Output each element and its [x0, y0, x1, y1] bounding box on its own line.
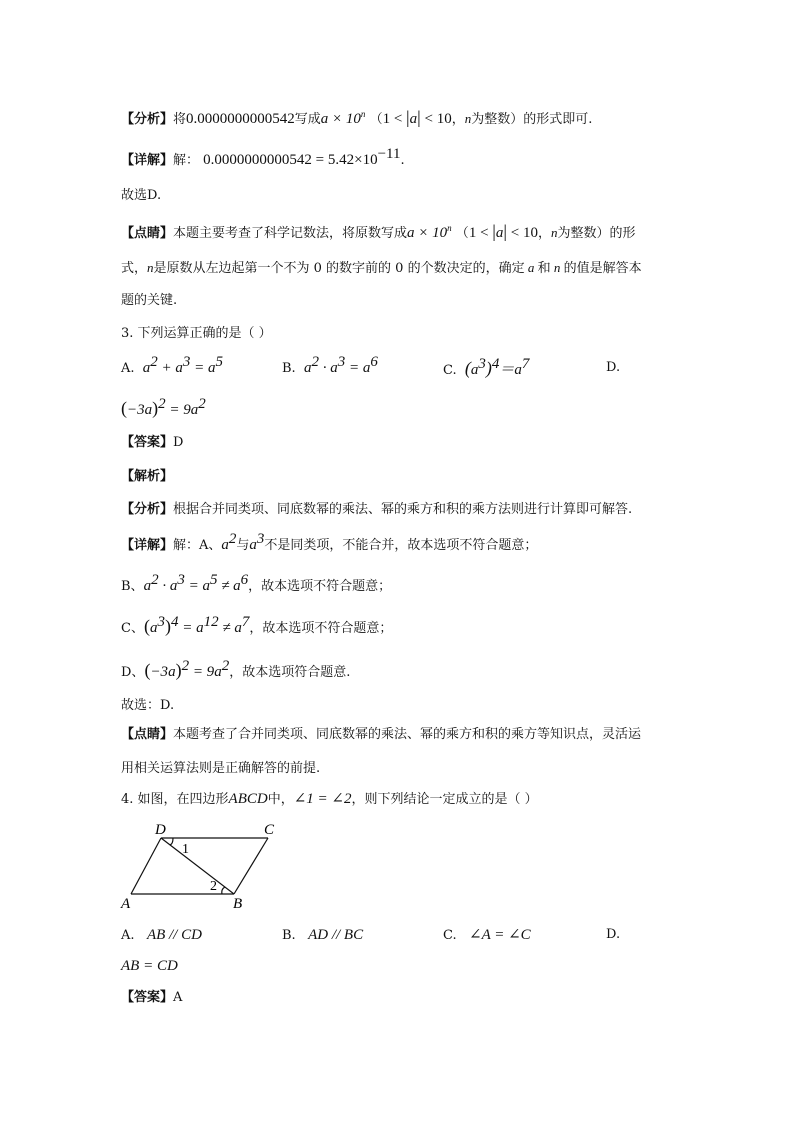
- math: $a^2 \cdot a^3 = a^5 \ne a^6$: [143, 572, 249, 594]
- option-math: AD // BC: [308, 927, 364, 943]
- var-n: n: [147, 260, 154, 275]
- option-label: B.: [282, 928, 296, 943]
- math: $(a^3)^4 = a^{12} \ne a^7$: [143, 614, 250, 636]
- text: 式，: [121, 261, 148, 276]
- option-label: C.: [443, 928, 457, 943]
- q4-stem: [121, 789, 538, 810]
- remark-line-2: [121, 258, 642, 279]
- math: $a^2$: [221, 531, 237, 553]
- q4-option-a[interactable]: [121, 925, 202, 946]
- q3-option-a[interactable]: [121, 354, 224, 379]
- var-n: n: [550, 260, 564, 275]
- text: 为整数）的形: [557, 226, 636, 241]
- text: 本题主要考查了科学记数法，将原数写成: [173, 226, 408, 241]
- math: $(-3a)^2 = 9a^2$: [144, 658, 230, 680]
- option-math: $(-3a)^2 = 9a^2$: [121, 396, 206, 418]
- jiexi-tag: 【解析】: [121, 469, 174, 484]
- edge-ad: [131, 838, 161, 894]
- remark-line-3: 题的关键.: [121, 293, 178, 308]
- abs-condition: 1 < |a| < 10: [468, 221, 538, 241]
- text: ，故本选项不符合题意；: [248, 579, 392, 594]
- q3-detail-a: [121, 531, 538, 556]
- remark-tag: 【点睛】: [121, 226, 174, 241]
- text: （: [369, 112, 383, 127]
- q3-conclusion: 故选：D.: [121, 698, 175, 713]
- text: 4. 如图，在四边形: [121, 792, 229, 807]
- q3-detail-b: [121, 572, 392, 597]
- angle-1-arc: [170, 838, 173, 845]
- option-math: $a^2 \cdot a^3 = a^6$: [303, 354, 378, 376]
- label-angle-2: 2: [210, 879, 217, 894]
- text: 本题考查了合并同类项、同底数幂的乘法、幂的乘方和积的乘方等知识点，灵活运: [173, 727, 642, 742]
- text: ，: [537, 226, 551, 241]
- q3-jiexi: [121, 467, 173, 487]
- option-label: D.: [606, 927, 621, 942]
- angle-2-arc: [222, 887, 225, 894]
- detail-tag: 【详解】: [121, 538, 174, 553]
- text: 是原数从左边起第一个不为 0 的数字前的 0 的个数决定的，确定: [153, 261, 525, 276]
- label-b: B: [233, 896, 243, 910]
- diagonal-db: [161, 838, 234, 894]
- q3-option-c[interactable]: [443, 358, 529, 381]
- text: 为整数）的形式即可.: [471, 112, 593, 127]
- option-label: C.: [443, 363, 457, 378]
- q3-option-d[interactable]: [606, 358, 620, 378]
- q3-detail-d: [121, 660, 350, 683]
- label-d: D: [155, 822, 166, 838]
- exponent: −11: [377, 146, 401, 162]
- text: .: [400, 153, 405, 168]
- q3-remark-1: [121, 725, 641, 745]
- edge-cb: [234, 838, 268, 894]
- option-label: A.: [121, 928, 135, 943]
- abs-condition: 1 < |a| < 10: [382, 107, 452, 127]
- text: 的值是解答本: [563, 261, 642, 276]
- remark-line-1: [121, 221, 636, 244]
- q3-remark-2: 用相关运算法则是正确解答的前提.: [121, 761, 321, 776]
- answer-value: D: [173, 435, 184, 450]
- var-n: n: [464, 111, 472, 126]
- answer-value: A: [173, 990, 183, 1005]
- quadrilateral-figure: [115, 818, 285, 910]
- answer-tag: 【答案】: [121, 990, 174, 1005]
- text: 将: [173, 112, 187, 127]
- number: 0.0000000000542: [186, 111, 295, 127]
- quad-name: ABCD: [228, 791, 268, 807]
- sci-form: $a \times 10^n$: [407, 223, 452, 241]
- q3-option-d-math: [121, 398, 206, 421]
- var-a: a: [524, 260, 538, 275]
- option-math: $a^2 + a^3 = a^5$: [142, 354, 224, 376]
- text: 中，: [267, 792, 294, 807]
- text: ，: [451, 112, 465, 127]
- sci-form: $a \times 10^n$: [320, 109, 366, 127]
- q3-stem: 3. 下列运算正确的是（ ）: [121, 326, 272, 341]
- q4-option-d[interactable]: [606, 925, 620, 945]
- angle-equation: ∠1 = ∠2: [293, 791, 352, 807]
- analysis-tag: 【分析】: [121, 502, 174, 517]
- option-label: B.: [282, 361, 296, 376]
- text: 写成: [294, 112, 321, 127]
- q4-option-b[interactable]: [282, 925, 363, 946]
- q4-option-d-math: [121, 956, 178, 977]
- q3-answer: [121, 433, 183, 453]
- label-c: C: [264, 822, 275, 838]
- label-angle-1: 1: [182, 842, 189, 857]
- q3-option-b[interactable]: [282, 354, 378, 379]
- text: ，故本选项符合题意.: [229, 665, 351, 680]
- conclusion-line-1: 故选D.: [121, 188, 162, 203]
- option-math: $(a^3)^4=a^7$: [464, 356, 530, 378]
- analysis-tag: 【分析】: [121, 112, 174, 127]
- text: 根据合并同类项、同底数幂的乘法、幂的乘方和积的乘方法则进行计算即可解答.: [173, 502, 633, 517]
- text: C、: [121, 621, 144, 636]
- option-label: D.: [606, 360, 621, 375]
- q4-option-c[interactable]: [443, 925, 531, 946]
- text: B、: [121, 579, 144, 594]
- option-math: AB // CD: [146, 927, 202, 943]
- text: 解：: [173, 153, 200, 168]
- q3-detail-c: [121, 616, 392, 639]
- q4-answer: [121, 988, 182, 1008]
- text: 与: [236, 538, 250, 553]
- detail-line-1: [121, 146, 405, 171]
- text: D、: [121, 665, 145, 680]
- text: （: [455, 226, 469, 241]
- text: 和: [537, 261, 551, 276]
- option-label: A.: [121, 361, 135, 376]
- text: 不是同类项，不能合并，故本选项不符合题意；: [264, 538, 538, 553]
- option-math: ∠A = ∠C: [469, 927, 531, 943]
- analysis-line-1: [121, 107, 592, 130]
- q3-analysis: [121, 500, 632, 520]
- answer-tag: 【答案】: [121, 435, 174, 450]
- remark-tag: 【点睛】: [121, 727, 174, 742]
- text: ，则下列结论一定成立的是（ ）: [351, 792, 538, 807]
- var-n: n: [550, 225, 558, 240]
- text: ，故本选项不符合题意；: [249, 621, 393, 636]
- label-a: A: [121, 896, 131, 910]
- math: $a^3$: [249, 531, 265, 553]
- equation: 0.0000000000542 = 5.42×10: [203, 152, 378, 168]
- option-math: AB = CD: [121, 958, 178, 974]
- detail-tag: 【详解】: [121, 153, 174, 168]
- text: 解：A、: [173, 538, 222, 553]
